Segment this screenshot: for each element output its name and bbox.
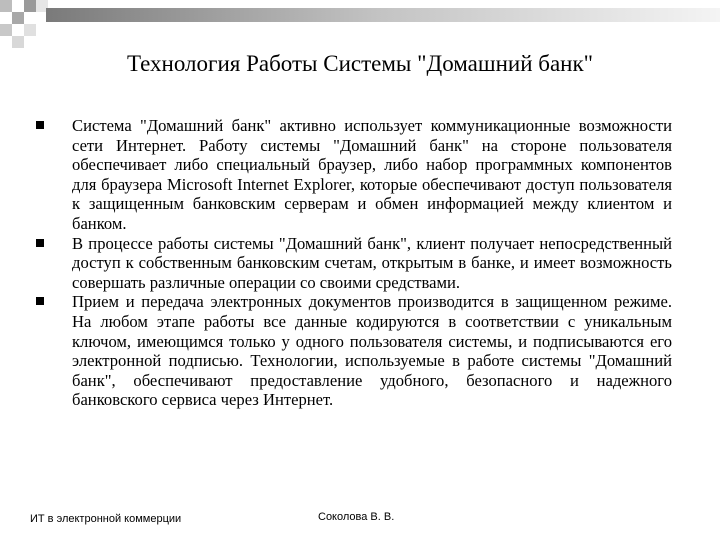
- decorative-gradient-band: [46, 8, 720, 22]
- bullet-item: [36, 234, 672, 293]
- bullet-item: [36, 292, 672, 410]
- square-bullet-icon: [36, 239, 44, 247]
- footer-author: Соколова В. В.: [318, 511, 395, 523]
- bullet-list: [36, 116, 672, 410]
- bullet-text: В процессе работы системы "Домашний банк", клиент получает непосредственный доступ к собственным банковским счетам, открытым в банке, и имеет возможность совершать различные операции со своими средствами.: [72, 233, 672, 292]
- slide-title: Технология Работы Системы "Домашний банк": [126, 51, 594, 76]
- square-bullet-icon: [36, 297, 44, 305]
- bullet-item: [36, 116, 672, 234]
- bullet-text: Прием и передача электронных документов производится в защищенном режиме. На любом этапе работы все данные кодируются в соответствии с уникальным ключом, имеющимся только у одного пользователя системы, и подписываются его электронной подписью. Технологии, используемые в работе системы "Домашний банк", обеспечивают предоставление удобного, безопасного и надежного банковского сервиса через Интернет.: [72, 292, 672, 410]
- bullet-text: Система "Домашний банк" активно использует коммуникационные возможности сети Интернет. Работу системы "Домашний банк" на стороне пользователя обеспечивает либо специальный браузер, либо набор программных компонентов для браузера Microsoft Internet Explorer, которые обеспечивают доступ пользователя к защищенным банковским серверам и обмен информацией между клиентом и банком.: [72, 116, 672, 233]
- square-bullet-icon: [36, 121, 44, 129]
- footer-course-name: ИТ в электронной коммерции: [30, 513, 182, 525]
